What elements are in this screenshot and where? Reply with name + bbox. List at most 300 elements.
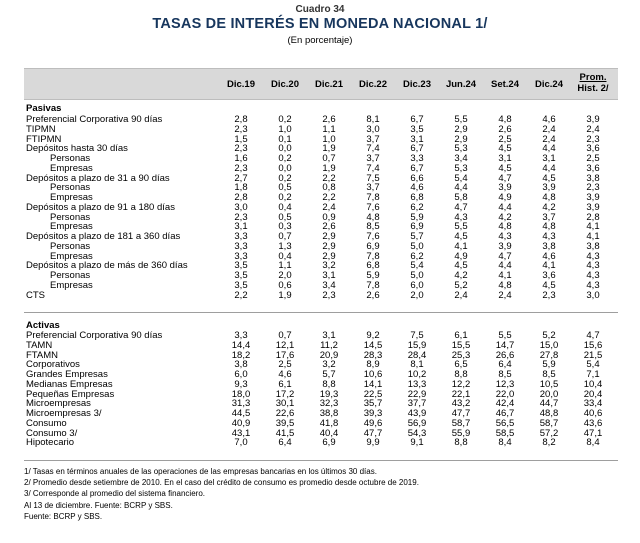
cell-value: 7,8 (366, 250, 380, 262)
cell-value: 6,2 (410, 201, 424, 213)
row-label: Hipotecario (26, 437, 75, 449)
col-header-dic21: Dic.21 (315, 79, 343, 90)
row-label: Personas (50, 153, 91, 164)
cell-value: 3,5 (410, 123, 424, 135)
cell-value: 7,5 (366, 172, 380, 184)
table-row (24, 203, 618, 213)
cell-value: 31,3 (231, 398, 251, 410)
cell-value: 47,7 (363, 427, 383, 439)
cell-value: 5,9 (366, 270, 380, 281)
col-header-dic23: Dic.23 (403, 79, 431, 90)
cell-value: 4,3 (586, 279, 600, 291)
table-title: TASAS DE INTERÉS EN MONEDA NACIONAL 1/ (152, 16, 488, 32)
row-label: Depósitos hasta 30 días (26, 143, 128, 155)
cell-value: 8,1 (366, 114, 380, 125)
cell-value: 20,0 (539, 388, 559, 400)
footnote-1: 1/ Tasas en términos anuales de las operaciones de las empresas bancarias en los últimos 30 días. (24, 467, 377, 476)
cell-value: 22,1 (451, 388, 471, 400)
cell-value: 3,8 (586, 240, 600, 252)
cell-value: 3,1 (410, 133, 424, 145)
cell-value: 4,5 (454, 260, 468, 272)
cell-value: 8,8 (454, 369, 468, 380)
table-number: Cuadro 34 (295, 4, 345, 15)
cell-value: 6,1 (278, 378, 292, 390)
cell-value: 3,9 (586, 192, 600, 203)
cell-value: 2,5 (586, 153, 600, 164)
row-label: Preferencial Corporativa 90 días (26, 330, 163, 341)
cell-value: 2,2 (322, 192, 336, 203)
cell-value: 2,3 (234, 143, 248, 155)
cell-value: 2,3 (234, 162, 248, 174)
cell-value: 4,1 (586, 231, 600, 242)
row-label: Depósitos a plazo de 31 a 90 días (26, 172, 170, 184)
col-header-jun24: Jun.24 (445, 79, 477, 90)
row-label: Empresas (50, 279, 93, 291)
cell-value: 1,1 (278, 260, 292, 272)
col-header-prom-hist (571, 72, 615, 94)
cell-value: 33,4 (583, 398, 603, 410)
row-label: Corporativos (26, 359, 80, 371)
table-row (24, 144, 618, 154)
cell-value: 3,8 (234, 359, 248, 371)
table-row (24, 174, 618, 184)
cell-value: 1,0 (278, 123, 292, 135)
cell-value: 3,6 (586, 162, 600, 174)
cell-value: 15,5 (451, 339, 471, 351)
cell-value: 27,8 (539, 349, 559, 361)
row-label: Empresas (50, 250, 93, 262)
row-label: Depósitos a plazo de 181 a 360 días (26, 231, 181, 242)
cell-value: 46,7 (495, 408, 515, 419)
cell-value: 4,7 (498, 172, 512, 184)
row-label: Consumo 3/ (26, 427, 78, 439)
cell-value: 1,5 (234, 133, 248, 145)
table-row (24, 281, 618, 291)
cell-value: 0,2 (278, 192, 292, 203)
cell-value: 3,4 (454, 153, 468, 164)
cell-value: 4,7 (498, 250, 512, 262)
row-label: FTIPMN (26, 133, 62, 145)
cell-value: 2,9 (322, 231, 336, 242)
cell-value: 3,3 (234, 330, 248, 341)
cell-value: 43,2 (451, 398, 471, 410)
row-label: Personas (50, 211, 91, 223)
cell-value: 2,3 (234, 123, 248, 135)
cell-value: 39,5 (275, 417, 295, 429)
section-divider (24, 312, 618, 313)
cell-value: 41,5 (275, 427, 295, 439)
footer-divider (24, 460, 618, 461)
cell-value: 7,8 (366, 192, 380, 203)
cell-value: 0,0 (278, 143, 292, 155)
cell-value: 2,0 (278, 270, 292, 281)
cell-value: 10,5 (539, 378, 559, 390)
cell-value: 0,7 (322, 153, 336, 164)
cell-value: 11,2 (320, 339, 338, 351)
cell-value: 0,8 (322, 182, 336, 194)
cell-value: 14,5 (363, 339, 383, 351)
cell-value: 4,9 (454, 250, 468, 262)
table-row (24, 213, 618, 223)
cell-value: 3,0 (586, 289, 600, 301)
row-label: Empresas (50, 221, 93, 233)
cell-value: 10,4 (583, 378, 603, 390)
cell-value: 14,4 (231, 339, 251, 351)
cell-value: 3,7 (366, 153, 380, 164)
cell-value: 2,2 (234, 289, 248, 301)
cell-value: 1,9 (322, 162, 336, 174)
cell-value: 5,5 (498, 330, 512, 341)
table-row (24, 438, 618, 448)
cell-value: 5,5 (454, 114, 468, 125)
cell-value: 39,3 (363, 408, 383, 419)
cell-value: 3,1 (234, 221, 248, 233)
cell-value: 3,5 (234, 260, 248, 272)
cell-value: 56,5 (495, 417, 515, 429)
cell-value: 5,4 (454, 172, 468, 184)
cell-value: 40,4 (319, 427, 339, 439)
cell-value: 3,4 (322, 279, 336, 291)
cell-value: 7,0 (234, 437, 248, 449)
row-label: FTAMN (26, 349, 59, 361)
cell-value: 6,7 (410, 114, 424, 125)
cell-value: 4,5 (498, 162, 512, 174)
cell-value: 3,3 (234, 240, 248, 252)
footnote-2: 2/ Promedio desde setiembre de 2010. En el caso del crédito de consumo es promedio desde octubre de 2019. (24, 478, 419, 488)
cell-value: 0,0 (278, 162, 292, 174)
col-header-dic19: Dic.19 (227, 79, 255, 90)
cell-value: 3,2 (322, 260, 336, 272)
row-label: Preferencial Corporativa 90 días (26, 114, 163, 125)
cell-value: 4,8 (542, 192, 556, 203)
pasivas-rows (24, 115, 618, 300)
footnote-3: 3/ Corresponde al promedio del sistema financiero. (24, 489, 205, 499)
cell-value: 6,4 (278, 437, 292, 449)
cell-value: 41,8 (319, 417, 339, 429)
cell-value: 22,6 (275, 408, 295, 419)
cell-value: 3,0 (366, 123, 380, 135)
cell-value: 6,4 (498, 359, 512, 371)
cell-value: 4,7 (454, 201, 468, 213)
cell-value: 8,8 (322, 378, 336, 390)
cell-value: 4,3 (586, 270, 600, 281)
cell-value: 1,0 (322, 133, 336, 145)
cell-value: 0,4 (278, 201, 292, 213)
cell-value: 2,9 (454, 123, 468, 135)
cell-value: 2,4 (586, 123, 600, 135)
cell-value: 28,4 (407, 349, 427, 361)
cell-value: 4,3 (498, 231, 512, 242)
cell-value: 4,6 (542, 250, 556, 262)
cell-value: 5,2 (454, 279, 468, 291)
cell-value: 6,6 (410, 172, 424, 184)
cell-value: 0,2 (278, 172, 292, 184)
table-row (24, 125, 618, 135)
cell-value: 5,3 (454, 162, 468, 174)
cell-value: 0,5 (278, 211, 292, 223)
cell-value: 3,5 (234, 270, 248, 281)
row-label: Medianas Empresas (26, 378, 113, 390)
cell-value: 4,7 (586, 330, 600, 341)
cell-value: 54,3 (407, 427, 427, 439)
cell-value: 14,7 (495, 339, 515, 351)
cell-value: 5,0 (410, 240, 424, 252)
cell-value: 4,6 (410, 182, 424, 194)
cell-value: 5,5 (454, 221, 468, 233)
cell-value: 57,2 (539, 427, 559, 439)
cell-value: 4,5 (542, 279, 556, 291)
cell-value: 6,5 (454, 359, 468, 371)
cell-value: 17,6 (275, 349, 295, 361)
cell-value: 3,1 (498, 153, 512, 164)
cell-value: 7,1 (586, 369, 600, 380)
cell-value: 1,3 (278, 240, 292, 252)
cell-value: 3,5 (234, 279, 248, 291)
cell-value: 5,2 (542, 330, 556, 341)
cell-value: 35,7 (363, 398, 383, 410)
cell-value: 3,9 (586, 114, 600, 125)
cell-value: 12,1 (275, 339, 295, 351)
cell-value: 3,7 (366, 182, 380, 194)
cell-value: 25,3 (451, 349, 471, 361)
cell-value: 4,8 (542, 221, 556, 233)
cell-value: 4,4 (498, 260, 512, 272)
cell-value: 5,7 (410, 231, 424, 242)
cell-value: 0,4 (278, 250, 292, 262)
cell-value: 43,6 (583, 417, 603, 429)
cell-value: 3,3 (410, 153, 424, 164)
row-label: CTS (26, 289, 45, 301)
table-row (24, 183, 618, 193)
cell-value: 7,8 (366, 279, 380, 291)
cell-value: 58,7 (539, 417, 559, 429)
cell-value: 40,6 (583, 408, 603, 419)
cell-value: 0,6 (278, 279, 292, 291)
row-label: TAMN (26, 339, 53, 351)
cell-value: 8,5 (498, 369, 512, 380)
cell-value: 58,5 (495, 427, 515, 439)
cell-value: 6,0 (234, 369, 248, 380)
cell-value: 8,1 (410, 359, 424, 371)
cell-value: 8,4 (498, 437, 512, 449)
cell-value: 9,2 (366, 330, 380, 341)
cell-value: 30,1 (275, 398, 295, 410)
table-row (24, 232, 618, 242)
cell-value: 49,6 (363, 417, 383, 429)
table-subtitle: (En porcentaje) (287, 35, 353, 46)
cell-value: 2,4 (542, 123, 556, 135)
cell-value: 4,2 (454, 270, 468, 281)
cell-value: 28,3 (363, 349, 383, 361)
cell-value: 2,7 (234, 172, 248, 184)
table-row (24, 291, 618, 301)
cell-value: 2,6 (322, 221, 336, 233)
cell-value: 3,2 (322, 359, 336, 371)
cell-value: 4,3 (586, 260, 600, 272)
cell-value: 3,9 (498, 182, 512, 194)
cell-value: 3,3 (234, 231, 248, 242)
cell-value: 5,4 (410, 260, 424, 272)
cell-value: 3,6 (542, 270, 556, 281)
cell-value: 4,6 (278, 369, 292, 380)
cell-value: 4,8 (498, 114, 512, 125)
cell-value: 6,0 (410, 279, 424, 291)
cell-value: 2,4 (542, 133, 556, 145)
row-label: Personas (50, 240, 91, 252)
cell-value: 6,9 (322, 437, 336, 449)
section-title-activas: Activas (26, 320, 60, 331)
cell-value: 4,5 (542, 172, 556, 184)
cell-value: 3,1 (542, 153, 556, 164)
cell-value: 2,6 (322, 114, 336, 125)
cell-value: 7,5 (410, 330, 424, 341)
table-row (24, 154, 618, 164)
cell-value: 32,3 (319, 398, 339, 410)
cell-value: 0,3 (278, 221, 292, 233)
cell-value: 22,9 (407, 388, 427, 400)
cell-value: 2,4 (322, 201, 336, 213)
cell-value: 12,2 (451, 378, 471, 390)
cell-value: 1,1 (322, 123, 336, 135)
section-title-pasivas: Pasivas (26, 103, 62, 114)
cell-value: 5,9 (410, 211, 424, 223)
cell-value: 18,0 (231, 388, 251, 400)
cell-value: 5,7 (322, 369, 336, 380)
cell-value: 4,1 (498, 270, 512, 281)
table-row (24, 370, 618, 380)
cell-value: 2,8 (586, 211, 600, 223)
cell-value: 26,6 (495, 349, 515, 361)
cell-value: 2,2 (322, 172, 336, 184)
cell-value: 20,4 (583, 388, 603, 400)
cell-value: 5,0 (410, 270, 424, 281)
cell-value: 15,6 (583, 339, 603, 351)
cell-value: 9,3 (234, 378, 248, 390)
cell-value: 21,5 (583, 349, 603, 361)
cell-value: 3,9 (542, 182, 556, 194)
cell-value: 15,0 (539, 339, 559, 351)
cell-value: 9,9 (366, 437, 380, 449)
cell-value: 6,9 (410, 221, 424, 233)
cell-value: 8,5 (542, 369, 556, 380)
cell-value: 22,5 (363, 388, 383, 400)
cell-value: 43,9 (407, 408, 427, 419)
activas-rows (24, 331, 618, 448)
table-row (24, 115, 618, 125)
cell-value: 6,2 (410, 250, 424, 262)
footnote-date-source: Al 13 de diciembre. Fuente: BCRP y SBS. (24, 500, 173, 510)
cell-value: 5,9 (542, 359, 556, 371)
cell-value: 10,6 (363, 369, 383, 380)
cell-value: 8,2 (542, 437, 556, 449)
row-label: Pequeñas Empresas (26, 388, 115, 400)
cell-value: 6,8 (366, 260, 380, 272)
cell-value: 0,1 (278, 133, 292, 145)
cell-value: 3,6 (586, 143, 600, 155)
row-label: Microempresas 3/ (26, 408, 102, 419)
cell-value: 1,9 (278, 289, 292, 301)
row-label: Personas (50, 270, 91, 281)
cell-value: 20,9 (319, 349, 339, 361)
cell-value: 2,3 (322, 289, 336, 301)
cell-value: 8,9 (366, 359, 380, 371)
cell-value: 4,3 (454, 211, 468, 223)
cell-value: 7,6 (366, 201, 380, 213)
table-row (24, 261, 618, 271)
cell-value: 0,7 (278, 330, 292, 341)
cell-value: 2,8 (234, 114, 248, 125)
cell-value: 4,4 (542, 143, 556, 155)
cell-value: 4,5 (454, 231, 468, 242)
cell-value: 2,5 (498, 133, 512, 145)
table-row (24, 351, 618, 361)
col-header-prom-line1: Prom. (579, 72, 607, 83)
cell-value: 1,6 (234, 153, 248, 164)
cell-value: 2,9 (322, 250, 336, 262)
cell-value: 4,4 (454, 182, 468, 194)
cell-value: 2,8 (234, 192, 248, 203)
cell-value: 3,7 (366, 133, 380, 145)
cell-value: 44,5 (231, 408, 251, 419)
cell-value: 2,3 (542, 289, 556, 301)
cell-value: 4,9 (498, 192, 512, 203)
footnote-source: Fuente: BCRP y SBS. (24, 511, 103, 521)
cell-value: 58,7 (451, 417, 471, 429)
cell-value: 47,1 (583, 427, 603, 439)
cell-value: 3,9 (586, 201, 600, 213)
row-label: Empresas (50, 192, 93, 203)
cell-value: 2,9 (454, 133, 468, 145)
column-header-bar (24, 68, 618, 100)
cell-value: 5,3 (454, 143, 468, 155)
row-label: Consumo (26, 417, 67, 429)
cell-value: 0,2 (278, 153, 292, 164)
cell-value: 2,4 (454, 289, 468, 301)
cell-value: 12,3 (495, 378, 515, 390)
row-label: Grandes Empresas (26, 369, 108, 380)
col-header-dic22: Dic.22 (359, 79, 387, 90)
cell-value: 2,5 (278, 359, 292, 371)
cell-value: 43,1 (231, 427, 251, 439)
cell-value: 4,6 (542, 114, 556, 125)
cell-value: 3,8 (586, 172, 600, 184)
cell-value: 8,4 (586, 437, 600, 449)
cell-value: 0,5 (278, 182, 292, 194)
col-header-set24: Set.24 (491, 79, 519, 90)
cell-value: 2,6 (498, 123, 512, 135)
cell-value: 7,4 (366, 143, 380, 155)
cell-value: 9,1 (410, 437, 424, 449)
table-row (24, 271, 618, 281)
cell-value: 4,3 (586, 250, 600, 262)
cell-value: 4,8 (498, 279, 512, 291)
cell-value: 4,1 (454, 240, 468, 252)
cell-value: 6,1 (454, 330, 468, 341)
cell-value: 2,9 (322, 240, 336, 252)
cell-value: 4,2 (542, 201, 556, 213)
cell-value: 2,3 (234, 211, 248, 223)
row-label: Microempresas (26, 398, 91, 410)
cell-value: 2,3 (586, 133, 600, 145)
cell-value: 3,9 (498, 240, 512, 252)
cell-value: 47,7 (451, 408, 471, 419)
cell-value: 3,0 (234, 201, 248, 213)
cell-value: 5,8 (454, 192, 468, 203)
cell-value: 7,6 (366, 231, 380, 242)
cell-value: 38,8 (319, 408, 339, 419)
cell-value: 40,9 (231, 417, 251, 429)
cell-value: 2,3 (586, 182, 600, 194)
